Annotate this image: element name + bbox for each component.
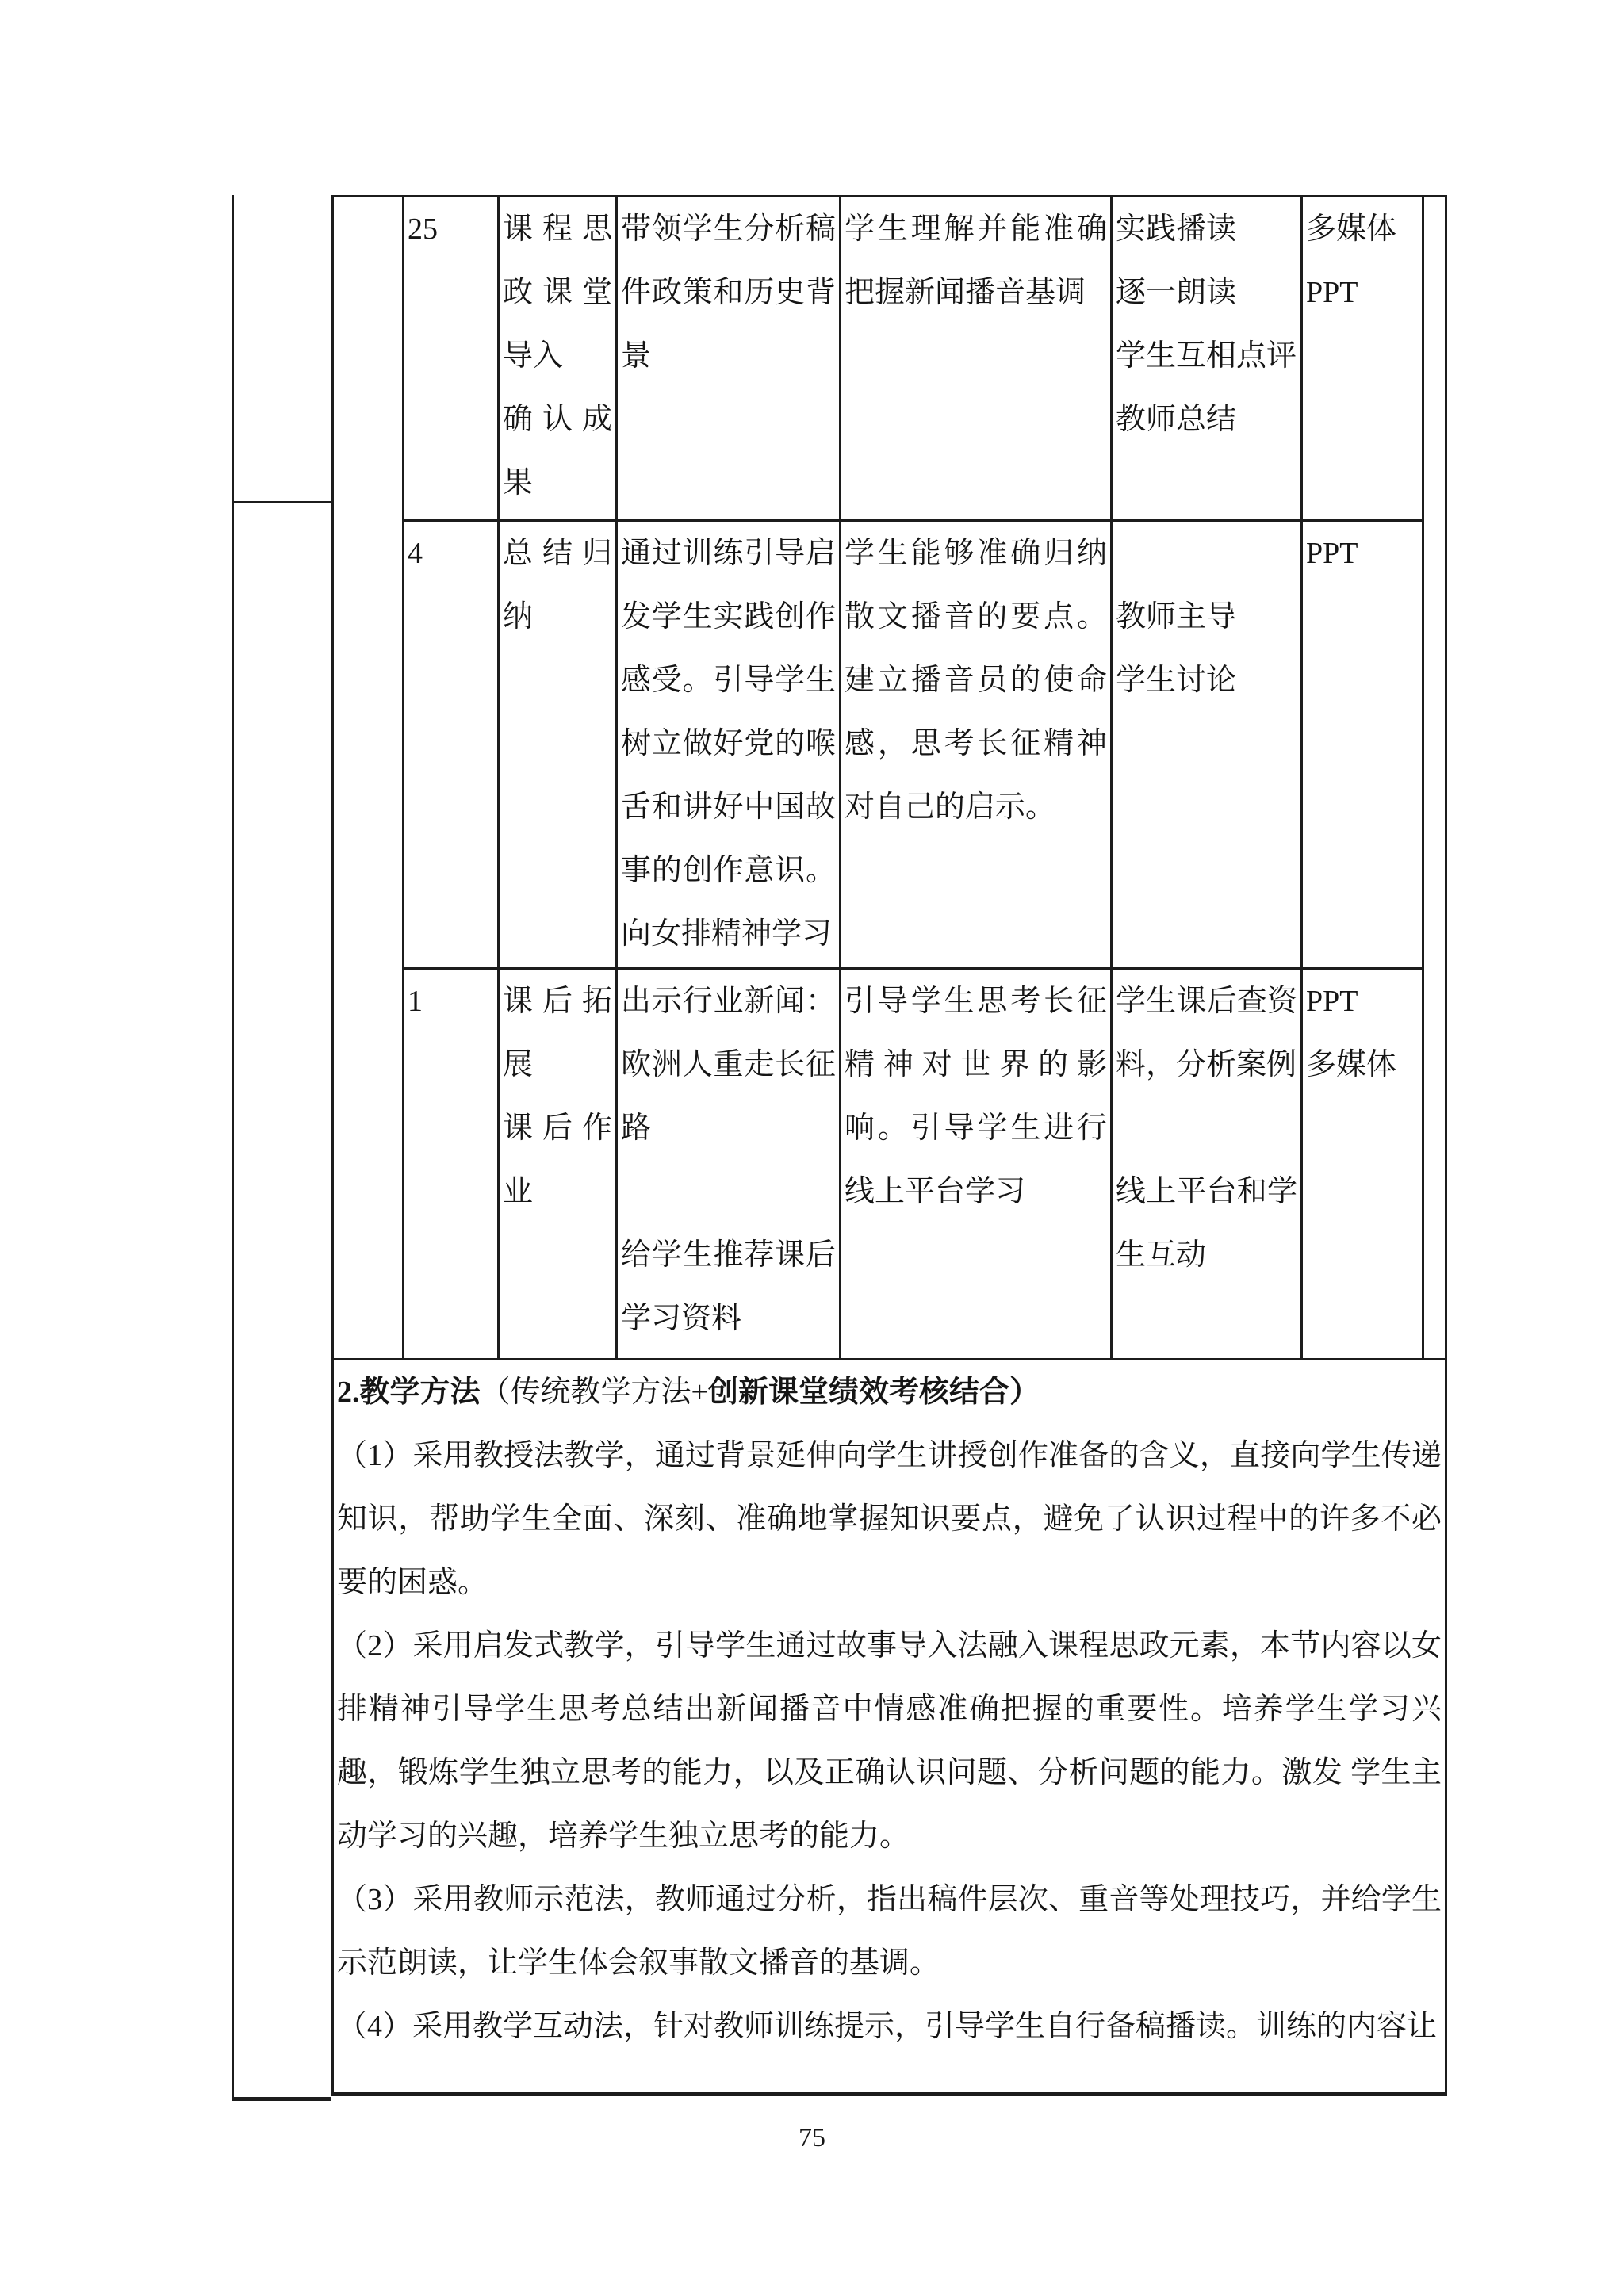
teaching-method-paragraph: （3）采用教师示范法，教师通过分析，指出稿件层次、重音等处理技巧，并给学生示范朗读，让学生体会叙事散文播音的基调。: [337, 1883, 1442, 1980]
media-line: 多媒体: [1306, 212, 1397, 246]
empty-spacer-column-left: [333, 197, 404, 1360]
lesson-schedule-table: [331, 195, 1447, 2096]
teaching-method-paragraph: （1）采用教授法教学，通过背景延伸向学生讲授创作准备的含义，直接向学生传递知识，帮助学生全面、深刻、准确地掌握知识要点，避免了认识过程中的许多不必要的困惑。: [337, 1439, 1442, 1599]
duration-value: 25: [408, 212, 438, 246]
cell-student-activity-row3: [841, 969, 1112, 1360]
teacher-activity-line: 出示行业新闻：欧洲人重走长征路: [621, 985, 836, 1145]
student-activity-line: 学生理解并能准确把握新闻播音基调: [845, 212, 1107, 309]
outer-left-empty-column: [232, 195, 331, 2101]
cell-student-activity-row1: [841, 197, 1112, 521]
heading-segment: 创新课堂绩效考核结合）: [707, 1376, 1040, 1409]
cell-duration-row3: [404, 969, 499, 1360]
cell-duration-row1: [404, 197, 499, 521]
teacher-activity-line: 给学生推荐课后学习资料: [621, 1238, 836, 1335]
teacher-activity-line: [621, 1160, 836, 1223]
cell-stage-row3: [499, 969, 617, 1360]
schedule-row: [333, 197, 1446, 521]
method-line: 学生课后查资料，分析案例: [1116, 985, 1297, 1081]
cell-teacher-activity-row2: [617, 521, 841, 969]
student-activity-line: 引导学生思考长征精神对世界的影响。引导学生进行线上平台学习: [845, 985, 1107, 1208]
method-line: 实践播读: [1116, 212, 1237, 246]
teaching-method-paragraph: （2）采用启发式教学，引导学生通过故事导入法融入课程思政元素，本节内容以女排精神引导学生思考总结出新闻播音中情感准确把握的重要性。培养学生学习兴趣，锻炼学生独立思考的能力，以及正确认识问题、分析问题的能力。激发 学生主动学习的兴趣，培养学生独立思考的能力。: [337, 1629, 1442, 1853]
cell-duration-row2: [404, 521, 499, 969]
method-line: 学生讨论: [1116, 664, 1237, 697]
student-activity-line: 学生能够准确归纳散文播音的要点。建立播音员的使命感，思考长征精神对自己的启示。: [845, 537, 1107, 824]
cell-stage-row2: [499, 521, 617, 969]
method-line: 教师主导: [1116, 600, 1237, 633]
media-line: PPT: [1306, 276, 1358, 309]
teaching-method-paragraph: （4）采用教学互动法，针对教师训练提示，引导学生自行备稿播读。训练的内容让: [337, 2010, 1438, 2043]
duration-value: 1: [408, 985, 423, 1018]
method-line: 教师总结: [1116, 403, 1237, 436]
method-line: [1116, 1096, 1297, 1160]
media-line: PPT: [1306, 985, 1358, 1018]
page-number: 75: [799, 2123, 825, 2152]
cell-method-row1: [1112, 197, 1302, 521]
method-line: [1116, 522, 1297, 585]
heading-segment: （传统教学方法+: [480, 1376, 708, 1409]
stage-line: 总结归纳: [503, 537, 612, 633]
cell-method-row2: [1112, 521, 1302, 969]
stage-line: 课程思政课堂导入: [503, 212, 612, 373]
method-line: 学生互相点评: [1116, 339, 1297, 373]
media-line: PPT: [1306, 537, 1358, 570]
duration-value: 4: [408, 537, 423, 570]
cell-student-activity-row2: [841, 521, 1112, 969]
teaching-methods-heading: [337, 1360, 1442, 1424]
cell-teacher-activity-row1: [617, 197, 841, 521]
stage-line: 确认成果: [503, 403, 612, 499]
stage-line: 课后作业: [503, 1112, 612, 1208]
cell-method-row3: [1112, 969, 1302, 1360]
teacher-activity-line: 通过训练引导启发学生实践创作感受。引导学生树立做好党的喉舌和讲好中国故事的创作意识。向女排精神学习: [621, 537, 836, 951]
cell-media-row3: [1302, 969, 1423, 1360]
cell-teacher-activity-row3: [617, 969, 841, 1360]
heading-segment: 2.教学方法: [337, 1376, 481, 1409]
schedule-row: [333, 969, 1446, 1360]
teaching-methods-section: [333, 1360, 1446, 2095]
schedule-row: [333, 521, 1446, 969]
empty-spacer-column-right: [1423, 197, 1446, 1360]
stage-line: 课后拓展: [503, 985, 612, 1081]
cell-media-row2: [1302, 521, 1423, 969]
cell-media-row1: [1302, 197, 1423, 521]
teacher-activity-line: 带领学生分析稿件政策和历史背景: [621, 212, 836, 373]
teaching-methods-row: [333, 1360, 1446, 2095]
media-line: 多媒体: [1306, 1048, 1397, 1081]
method-line: 线上平台和学生互动: [1116, 1175, 1297, 1272]
outer-left-column-divider: [234, 501, 331, 503]
cell-stage-row1: [499, 197, 617, 521]
method-line: 逐一朗读: [1116, 276, 1237, 309]
